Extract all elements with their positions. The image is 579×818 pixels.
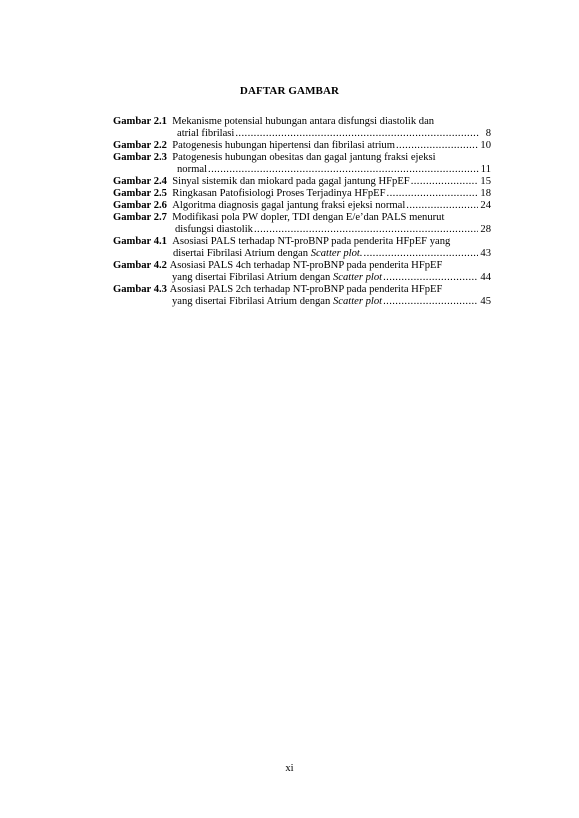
leader-dots bbox=[254, 224, 478, 236]
figure-label: Gambar 2.4 bbox=[113, 176, 167, 187]
leader-dots bbox=[364, 248, 479, 260]
figure-entry-2-2[interactable] bbox=[113, 140, 491, 152]
leader-dots bbox=[383, 296, 478, 308]
page-number: 43 bbox=[480, 248, 491, 259]
figure-caption-italic: Scatter plot bbox=[332, 296, 383, 307]
figure-caption-continued: atrial fibrilasi bbox=[177, 128, 235, 139]
figure-caption: Asosiasi PALS 4ch terhadap NT-proBNP pada penderita HFpEF bbox=[169, 260, 443, 271]
leader-dots bbox=[406, 200, 478, 212]
figure-entry-2-3[interactable] bbox=[113, 152, 491, 176]
leader-dots bbox=[387, 188, 479, 200]
figure-label: Gambar 2.7 bbox=[113, 212, 167, 223]
figure-label: Gambar 2.1 bbox=[113, 116, 167, 127]
page-number: 44 bbox=[480, 272, 491, 283]
figure-caption: Modifikasi pola PW dopler, TDI dengan E/e’dan PALS menurut bbox=[172, 212, 445, 223]
page-number: 28 bbox=[480, 224, 491, 235]
figure-caption: Sinyal sistemik dan miokard pada gagal jantung HFpEF bbox=[172, 176, 410, 187]
page-number: 15 bbox=[480, 176, 491, 187]
figure-caption-continued: disertai Fibrilasi Atrium dengan bbox=[173, 248, 309, 259]
leader-dots bbox=[396, 140, 478, 152]
figure-entry-2-1[interactable] bbox=[113, 116, 491, 140]
figure-entry-2-5[interactable] bbox=[113, 188, 491, 200]
figure-label: Gambar 2.2 bbox=[113, 140, 167, 151]
leader-dots bbox=[411, 176, 479, 188]
figure-label: Gambar 4.2 bbox=[113, 260, 167, 271]
figure-entry-4-1[interactable] bbox=[113, 236, 491, 260]
figure-caption: Ringkasan Patofisiologi Proses Terjadinya HFpEF bbox=[172, 188, 386, 199]
figure-label: Gambar 2.3 bbox=[113, 152, 167, 163]
figure-caption: Patogenesis hubungan obesitas dan gagal jantung fraksi ejeksi bbox=[172, 152, 436, 163]
figure-caption-italic: Scatter plot. bbox=[310, 248, 363, 259]
figure-entry-2-7[interactable] bbox=[113, 212, 491, 236]
page-title: DAFTAR GAMBAR bbox=[239, 85, 340, 97]
page-footer-number: xi bbox=[285, 763, 294, 774]
page-number: 10 bbox=[480, 140, 491, 151]
leader-dots bbox=[383, 272, 478, 284]
page-number: 45 bbox=[480, 296, 491, 307]
leader-dots bbox=[208, 164, 479, 176]
figure-entry-4-2[interactable] bbox=[113, 260, 491, 284]
page-number: 18 bbox=[480, 188, 491, 199]
figure-caption-continued: disfungsi diastolik bbox=[175, 224, 253, 235]
figure-caption: Patogenesis hubungan hipertensi dan fibrilasi atrium bbox=[172, 140, 395, 151]
figure-caption-italic: Scatter plot bbox=[332, 272, 383, 283]
figure-label: Gambar 4.1 bbox=[113, 236, 167, 247]
leader-dots bbox=[235, 128, 479, 140]
figure-caption-continued: yang disertai Fibrilasi Atrium dengan bbox=[172, 296, 331, 307]
figure-caption: Asosiasi PALS terhadap NT-proBNP pada penderita HFpEF yang bbox=[172, 236, 451, 247]
figure-caption: Asosiasi PALS 2ch terhadap NT-proBNP pada penderita HFpEF bbox=[169, 284, 443, 295]
page-number: 24 bbox=[480, 200, 491, 211]
figure-list bbox=[113, 116, 491, 308]
figure-entry-4-3[interactable] bbox=[113, 284, 491, 308]
figure-label: Gambar 2.6 bbox=[113, 200, 167, 211]
figure-caption-continued: yang disertai Fibrilasi Atrium dengan bbox=[172, 272, 331, 283]
figure-caption-continued: normal bbox=[177, 164, 208, 175]
figure-entry-2-4[interactable] bbox=[113, 176, 491, 188]
figure-entry-2-6[interactable] bbox=[113, 200, 491, 212]
figure-caption: Mekanisme potensial hubungan antara disfungsi diastolik dan bbox=[172, 116, 435, 127]
page-number: 11 bbox=[480, 164, 491, 175]
figure-label: Gambar 2.5 bbox=[113, 188, 167, 199]
figure-caption: Algoritma diagnosis gagal jantung fraksi ejeksi normal bbox=[172, 200, 406, 211]
page-number: 8 bbox=[485, 128, 491, 139]
figure-label: Gambar 4.3 bbox=[113, 284, 167, 295]
